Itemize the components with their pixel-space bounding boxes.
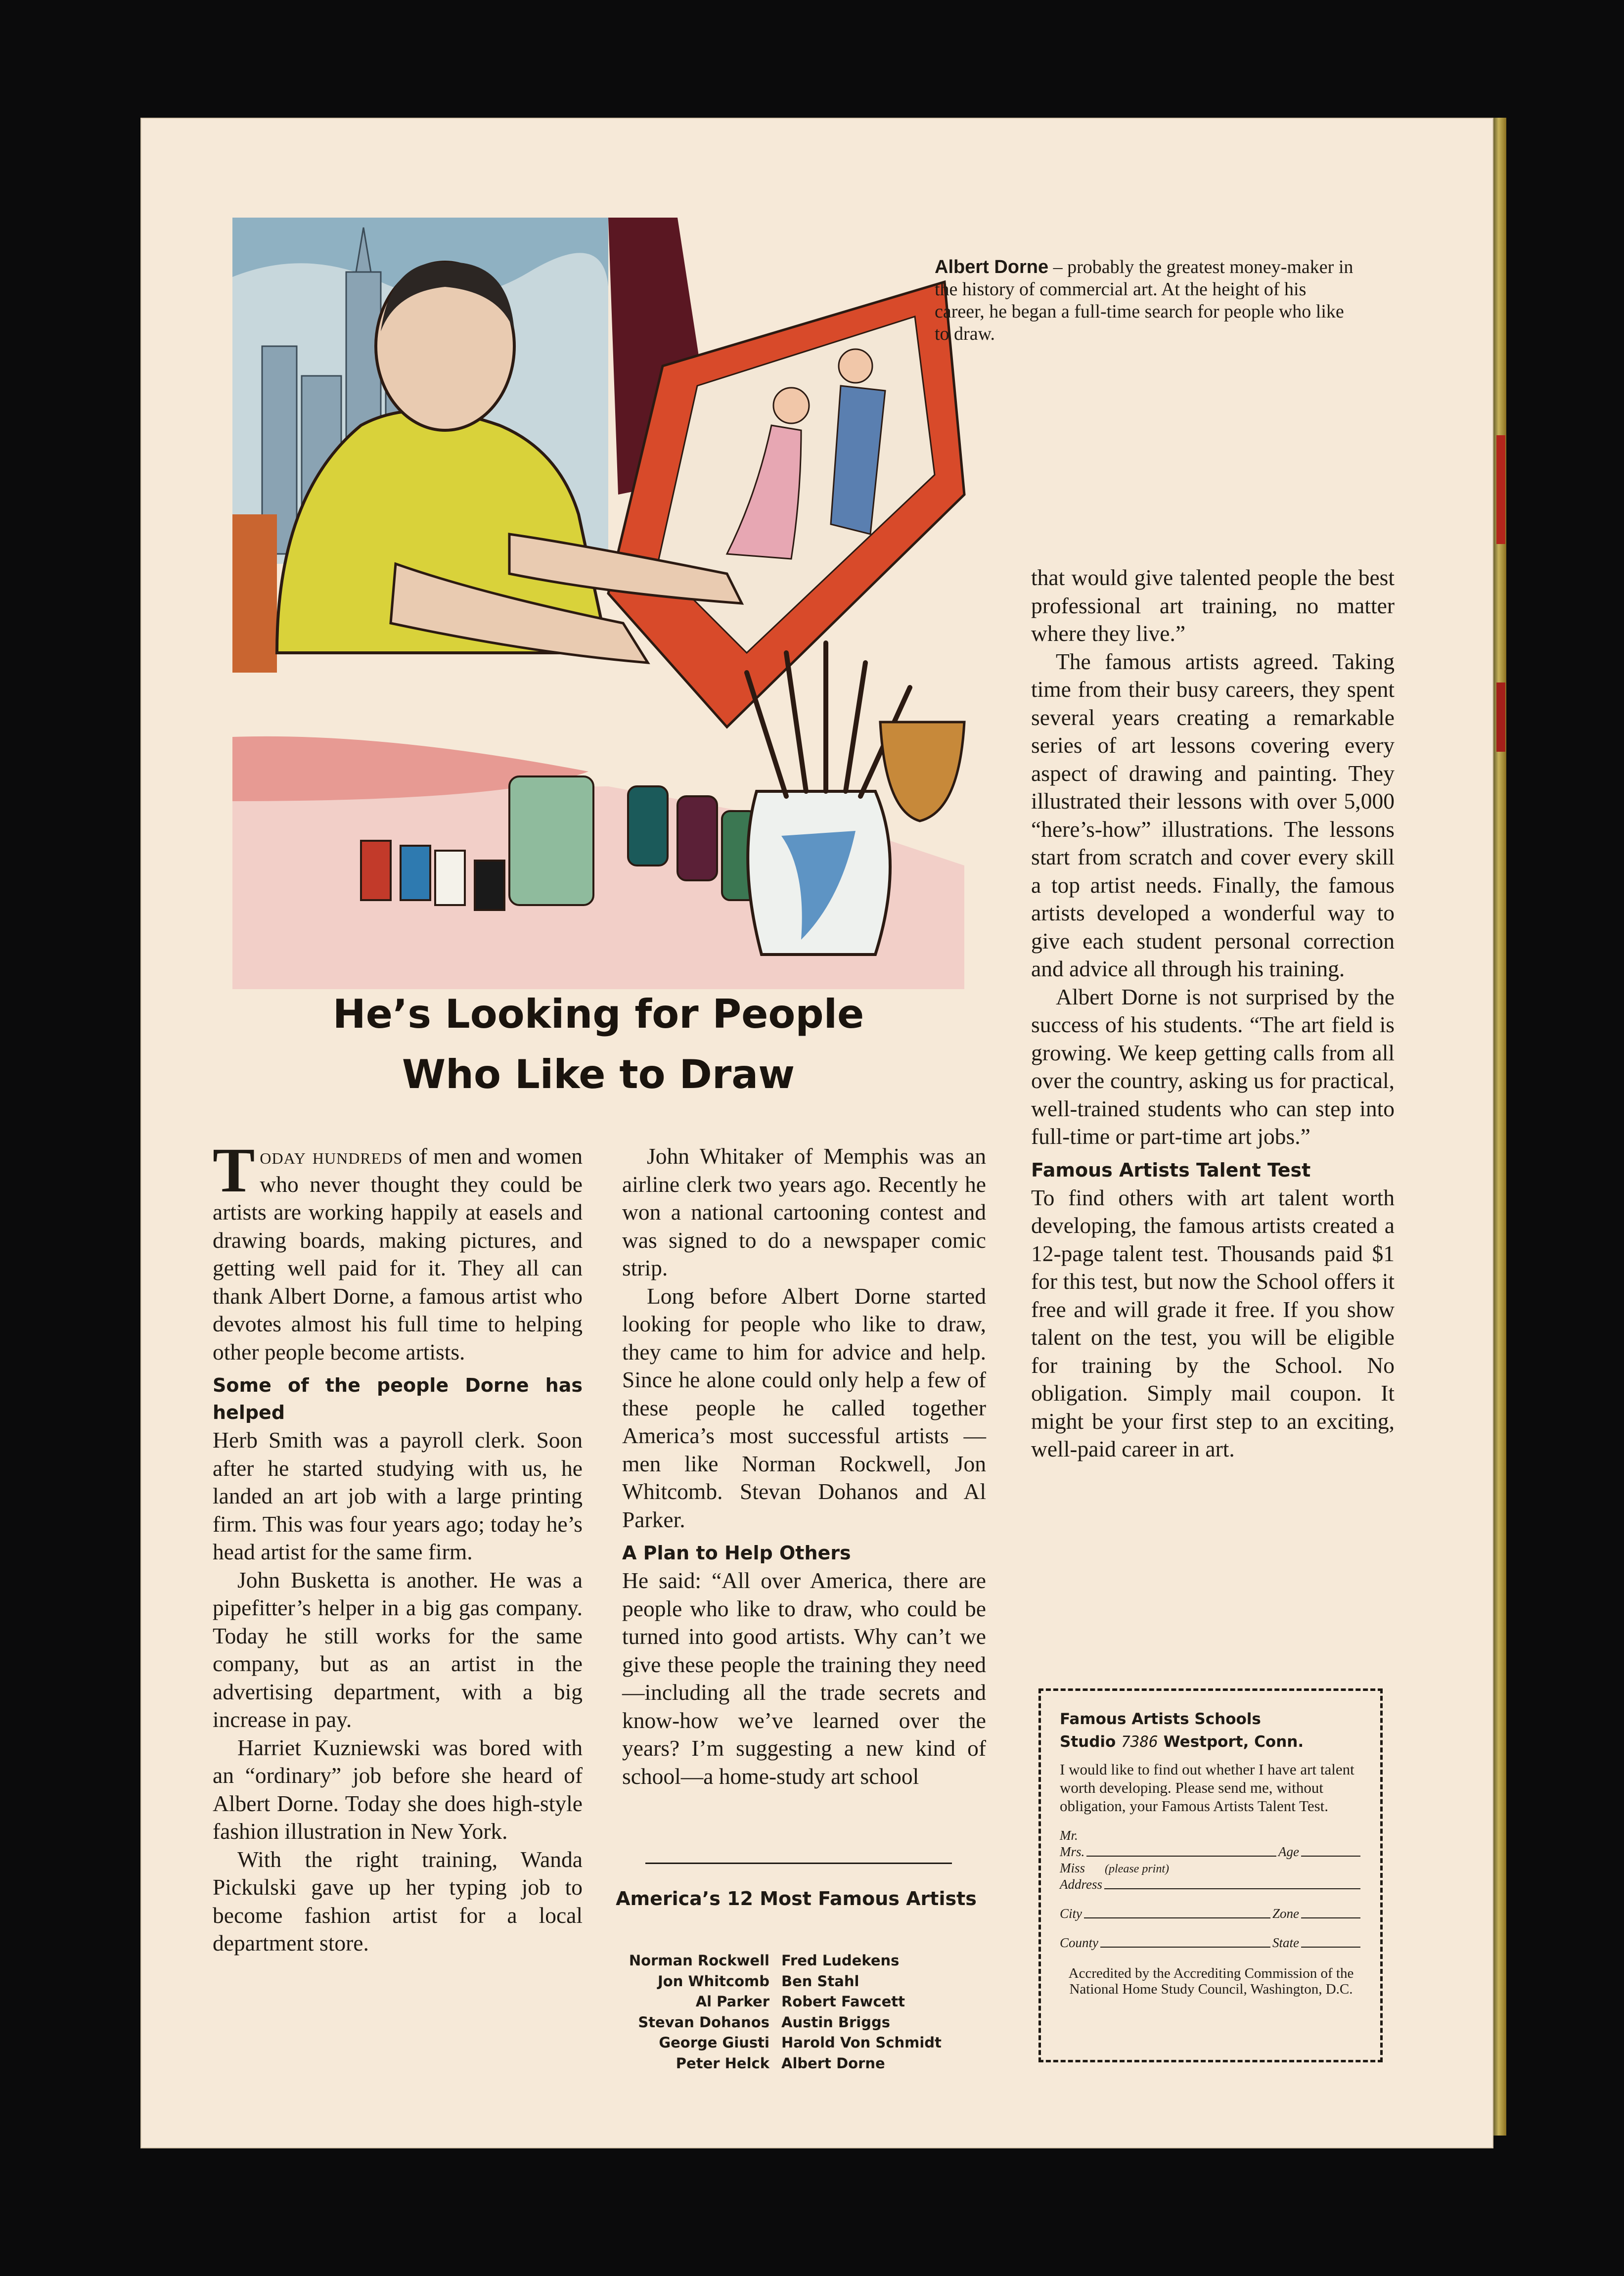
please-print-hint: (please print) bbox=[1105, 1863, 1169, 1875]
artist-name: Austin Briggs bbox=[781, 2013, 891, 2031]
artists-row bbox=[613, 1971, 989, 1992]
paragraph: Herb Smith was a payroll clerk. Soon after he started studying with us, he landed an art job with a large printing firm. This was four years ago; today he’s head artist for the same firm. bbox=[213, 1427, 583, 1564]
paragraph: that would give talented people the best professional art training, no matter where they live.” bbox=[1031, 565, 1395, 646]
headline-line-2: Who Like to Draw bbox=[402, 1051, 795, 1097]
subheading: A Plan to Help Others bbox=[622, 1542, 851, 1564]
paragraph: With the right training, Wanda Pickulski gave up her typing job to become fashion artist for a local department store. bbox=[213, 1846, 583, 1956]
coupon-form bbox=[1060, 1827, 1362, 1951]
field-label-state: State bbox=[1272, 1935, 1299, 1950]
page-edge-accent bbox=[1496, 435, 1505, 544]
drop-cap: T bbox=[213, 1135, 255, 1205]
artists-list bbox=[613, 1951, 989, 2074]
city-field[interactable] bbox=[1084, 1917, 1270, 1918]
paragraph bbox=[213, 1135, 583, 1366]
caption-text: – probably the greatest money-maker in the history of commercial art. At the height of his career, he began a full-time search for people who like to draw. bbox=[935, 257, 1353, 344]
form-row bbox=[1060, 1905, 1362, 1921]
artist-name: Al Parker bbox=[695, 1993, 769, 2010]
paragraph: John Busketta is another. He was a pipefitter’s helper in a big gas company. Today he still works for the same company, but as an artist in the advertising department, with a big increase in pay. bbox=[213, 1567, 583, 1732]
subheading: Famous Artists Talent Test bbox=[1031, 1159, 1311, 1181]
coupon-accreditation: Accredited by the Accrediting Commission of the National Home Study Council, Washington, D.C. bbox=[1068, 1965, 1354, 1997]
body-column-1 bbox=[213, 1135, 583, 1957]
artists-list-title: America’s 12 Most Famous Artists bbox=[616, 1888, 977, 1910]
artist-name: George Giusti bbox=[659, 2034, 769, 2051]
artist-name: Peter Helck bbox=[676, 2054, 769, 2072]
field-label-age: Age bbox=[1278, 1844, 1299, 1859]
name-field[interactable] bbox=[1086, 1856, 1276, 1857]
artists-row bbox=[613, 2012, 989, 2033]
lead-in: oday hundreds bbox=[260, 1143, 403, 1169]
paragraph: The famous artists agreed. Taking time from their busy careers, they spent several years creating a remarkable series of art lessons covering every aspect of drawing and painting. They illustrated their lessons with over 5,000 “here’s-how” illustrations. The lessons start from scratch and cover every skill a top artist needs. Finally, the famous artists developed a wonderful way to give each student personal correction and advice all through his training. bbox=[1031, 648, 1395, 981]
body-column-2 bbox=[622, 1142, 986, 1790]
caption-name: Albert Dorne bbox=[935, 257, 1049, 277]
state-field[interactable] bbox=[1301, 1947, 1360, 1948]
body-column-3 bbox=[1031, 564, 1395, 1463]
artists-row bbox=[613, 1951, 989, 1971]
paragraph: He said: “All over America, there are people who like to draw, who could be turned into good artists. Why can’t we give these people the training they need—including all the trade secrets and know-how we’ve learned over the years? I’m suggesting a new kind of school—a home-study art school bbox=[622, 1568, 986, 1789]
artist-name: Albert Dorne bbox=[781, 2054, 885, 2072]
form-row bbox=[1060, 1934, 1362, 1951]
paragraph: Long before Albert Dorne started looking for people who like to draw, they came to him for advice and help. Since he alone could only help a few of these people he called together America’s most successful artists —men like Norman Rockwell, Jon Whitcomb. Stevan Dohanos and Al Parker. bbox=[622, 1283, 986, 1532]
page-edge-accent-lower bbox=[1496, 683, 1505, 752]
paragraph: To find others with art talent worth developing, the famous artists created a 12-page talent test. Thousands paid $1 for this test, but now the School offers it free and will grade it free. If you show talent on the test, you will be eligible for training by the School. No obligation. Simply mail coupon. It might be your first step to an exciting, well-paid career in art. bbox=[1031, 1184, 1395, 1461]
form-row bbox=[1060, 1876, 1362, 1892]
field-label-city: City bbox=[1060, 1906, 1082, 1921]
divider bbox=[645, 1863, 952, 1864]
form-row bbox=[1060, 1843, 1362, 1860]
artist-name: Harold Von Schmidt bbox=[781, 2034, 942, 2051]
form-row bbox=[1060, 1860, 1362, 1876]
paragraph: John Whitaker of Memphis was an airline clerk two years ago. Recently he won a national cartooning contest and was signed to do a newspaper comic strip. bbox=[622, 1143, 986, 1280]
subheading: Some of the people Dorne has helped bbox=[213, 1374, 583, 1423]
artist-name: Ben Stahl bbox=[781, 1972, 859, 1990]
page-edge bbox=[1493, 118, 1506, 2136]
paragraph-text: of men and women who never thought they could be artists are working happily at easels and drawing boards, making pictures, and getting well paid for it. They all can thank Albert Dorne, a famous artist who devotes almost his full time to helping other people become artists. bbox=[213, 1143, 583, 1365]
artists-row bbox=[613, 2033, 989, 2053]
coupon-location: Westport, Conn. bbox=[1163, 1733, 1304, 1751]
age-field[interactable] bbox=[1301, 1856, 1360, 1857]
paragraph: Albert Dorne is not surprised by the success of his students. “The art field is growing. We keep getting calls from all over the country, asking us for practical, well-trained students who can step into full-time or part-time art jobs.” bbox=[1031, 984, 1395, 1149]
coupon-address-line bbox=[1060, 1730, 1362, 1753]
artist-name: Fred Ludekens bbox=[781, 1952, 900, 1969]
headline bbox=[208, 984, 989, 1105]
headline-line-1: He’s Looking for People bbox=[332, 991, 864, 1037]
artist-name: Robert Fawcett bbox=[781, 1993, 905, 2010]
mail-coupon[interactable] bbox=[1038, 1688, 1383, 2062]
coupon-studio-label: Studio bbox=[1060, 1733, 1116, 1751]
artist-name: Jon Whitcomb bbox=[658, 1972, 769, 1990]
field-label-county: County bbox=[1060, 1935, 1098, 1950]
field-label-mrs: Mrs. bbox=[1060, 1844, 1085, 1859]
artists-row bbox=[613, 2053, 989, 2074]
illustration-caption bbox=[935, 256, 1360, 345]
paragraph: Harriet Kuzniewski was bored with an “ordinary” job before she heard of Albert Dorne. Today she does high-style fashion illustration in New York. bbox=[213, 1734, 583, 1844]
field-label-address: Address bbox=[1060, 1877, 1102, 1892]
artist-name: Stevan Dohanos bbox=[638, 2013, 769, 2031]
form-row bbox=[1060, 1827, 1362, 1843]
field-label-miss: Miss bbox=[1060, 1861, 1085, 1875]
field-label-mr: Mr. bbox=[1060, 1828, 1078, 1843]
artist-name: Norman Rockwell bbox=[629, 1952, 769, 1969]
artists-row bbox=[613, 1992, 989, 2012]
field-label-zone: Zone bbox=[1272, 1906, 1299, 1921]
coupon-school: Famous Artists Schools bbox=[1060, 1710, 1261, 1728]
address-field[interactable] bbox=[1104, 1888, 1360, 1889]
zone-field[interactable] bbox=[1301, 1917, 1360, 1918]
county-field[interactable] bbox=[1100, 1947, 1270, 1948]
artist-illustration bbox=[232, 218, 969, 989]
coupon-body: I would like to find out whether I have art talent worth developing. Please send me, without obligation, your Famous Artists Talent Test. bbox=[1060, 1761, 1354, 1815]
coupon-studio-number: 7386 bbox=[1121, 1733, 1158, 1751]
